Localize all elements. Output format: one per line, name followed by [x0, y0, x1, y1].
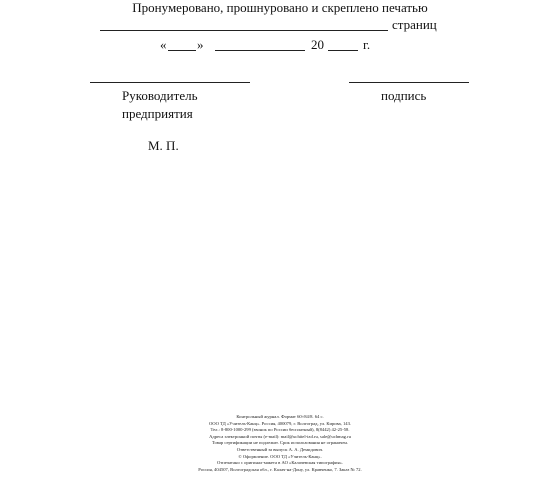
signature-line — [349, 82, 469, 83]
colophon — [0, 414, 560, 473]
pages-label: страниц — [392, 17, 437, 32]
colophon-line: Россия, 404507, Волгоградская обл., г. Калач-на-Дону, ул. Кравченко, 7. Заказ № 72. — [198, 466, 362, 472]
colophon-line: Контрольный журнал. Формат 60×84/8. 64 с. — [236, 414, 324, 419]
colophon-line: Ответственный за выпуск А. А. Демидович. — [236, 446, 324, 452]
date-row — [0, 35, 560, 55]
seal-label: М. П. — [148, 138, 179, 153]
date-open-quote: « — [160, 37, 167, 52]
manager-name-line — [90, 82, 250, 83]
colophon-line: © Оформление. ООО ТД «Учитель-Канц». — [238, 453, 322, 459]
year-suffix: г. — [363, 37, 371, 52]
day-line — [168, 50, 196, 51]
manager-label-line1: Руководитель — [122, 88, 198, 103]
pages-row — [0, 13, 560, 33]
signature-label: подпись — [381, 88, 427, 103]
year-prefix: 20 — [311, 37, 324, 52]
certify-text: Пронумеровано, прошнуровано и скреплено печатью — [132, 0, 428, 15]
colophon-line: Адреса электронной почты (e-mail): mail@uchitel-izd.ru, sale@uchmag.ru — [209, 433, 351, 439]
manager-label-line2: предприятия — [122, 106, 193, 121]
year-line — [328, 50, 358, 51]
colophon-line: Отпечатано с оригинал-макета в АО «Калачевская типография». — [216, 460, 344, 466]
colophon-line: Товар сертификации не подлежит. Срок использования не ограничен. — [212, 440, 348, 446]
colophon-line: ООО ТД «Учитель-Канц». Россия, 400079, г. Волгоград, ул. Кирова, 143. — [208, 420, 352, 426]
month-line — [215, 50, 305, 51]
colophon-line: Тел.: 8-800-1000-299 (звонок по России бесплатный), 8(8442) 42-25-58. — [210, 427, 350, 433]
pages-count-line — [100, 30, 388, 31]
signature-block — [0, 82, 560, 142]
date-close-quote: » — [197, 37, 204, 52]
